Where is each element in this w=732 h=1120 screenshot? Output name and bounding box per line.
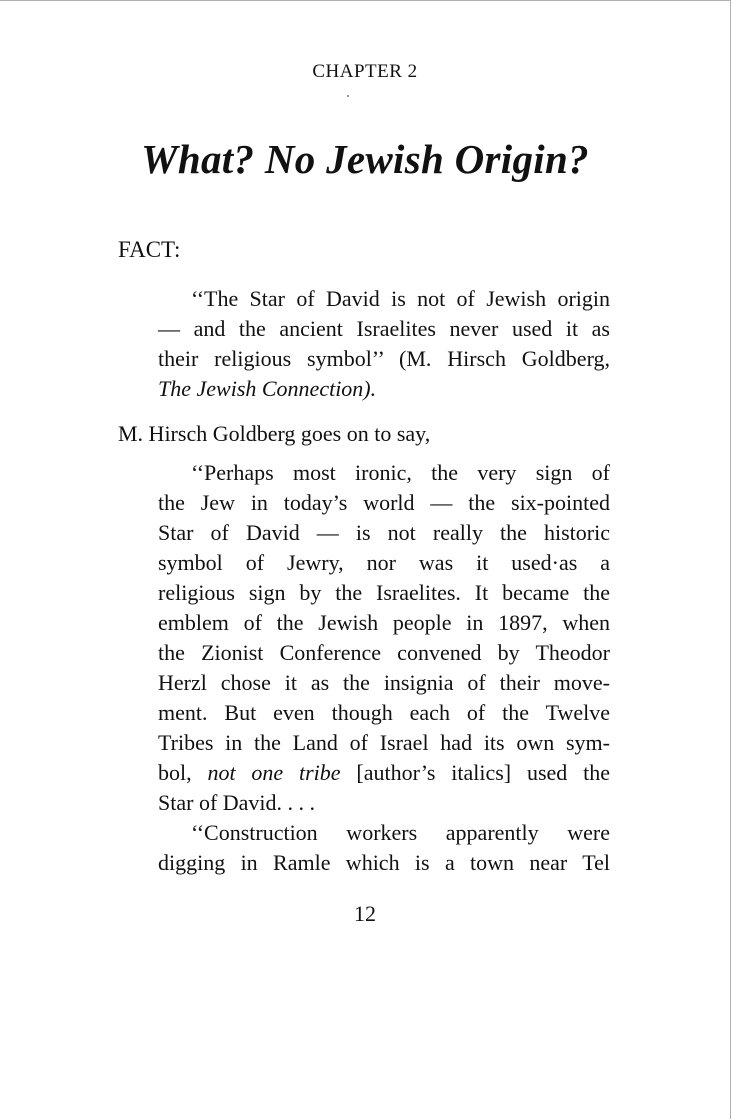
quote-line: the Jew in today’s world — the six-pointed [158,490,610,515]
quote-line: ment. But even though each of the Twelve [158,700,610,725]
quote-line [158,758,610,788]
quote-line: the Zionist Conference convened by Theodor [158,640,610,665]
quote-line: ‘‘Construction workers apparently were [191,820,610,845]
source-title-italic: The Jewish Connection). [158,376,377,401]
fact-quote-line: ‘‘The Star of David is not of Jewish origin [191,286,610,311]
chapter-label: CHAPTER 2 [312,61,418,82]
emphasis-italic: not one tribe [207,760,341,785]
fact-quote-line: — and the ancient Israelites never used it as [158,316,610,341]
intro-text: M. Hirsch Goldberg goes on to say, [118,421,431,446]
quote-line: symbol of Jewry, nor was it used·as a [158,550,610,575]
quote-line: Herzl chose it as the insignia of their move- [158,670,610,695]
page-number: 12 [354,901,376,926]
chapter-title: What? No Jewish Origin? [141,136,589,182]
fact-quote [158,284,610,404]
fact-label: FACT: [118,237,181,262]
goldberg-quote [158,458,610,878]
decorative-dot [347,95,349,97]
quote-line-post: [author’s italics] used the [340,760,610,785]
quote-line: emblem of the Jewish people in 1897, when [158,610,610,635]
quote-line-pre: bol, [158,760,208,785]
quote-line: digging in Ramle which is a town near Tel [158,850,610,875]
quote-line: Star of David — is not really the historic [158,520,610,545]
fact-quote-line: their religious symbol’’ (M. Hirsch Goldberg, [158,346,610,371]
quote-line: Tribes in the Land of Israel had its own sym- [158,730,610,755]
quote-line: ‘‘Perhaps most ironic, the very sign of [191,460,610,485]
fact-quote-source [158,374,610,404]
quote-line: religious sign by the Israelites. It became the [158,580,610,605]
quote-line: Star of David. . . . [158,790,316,815]
